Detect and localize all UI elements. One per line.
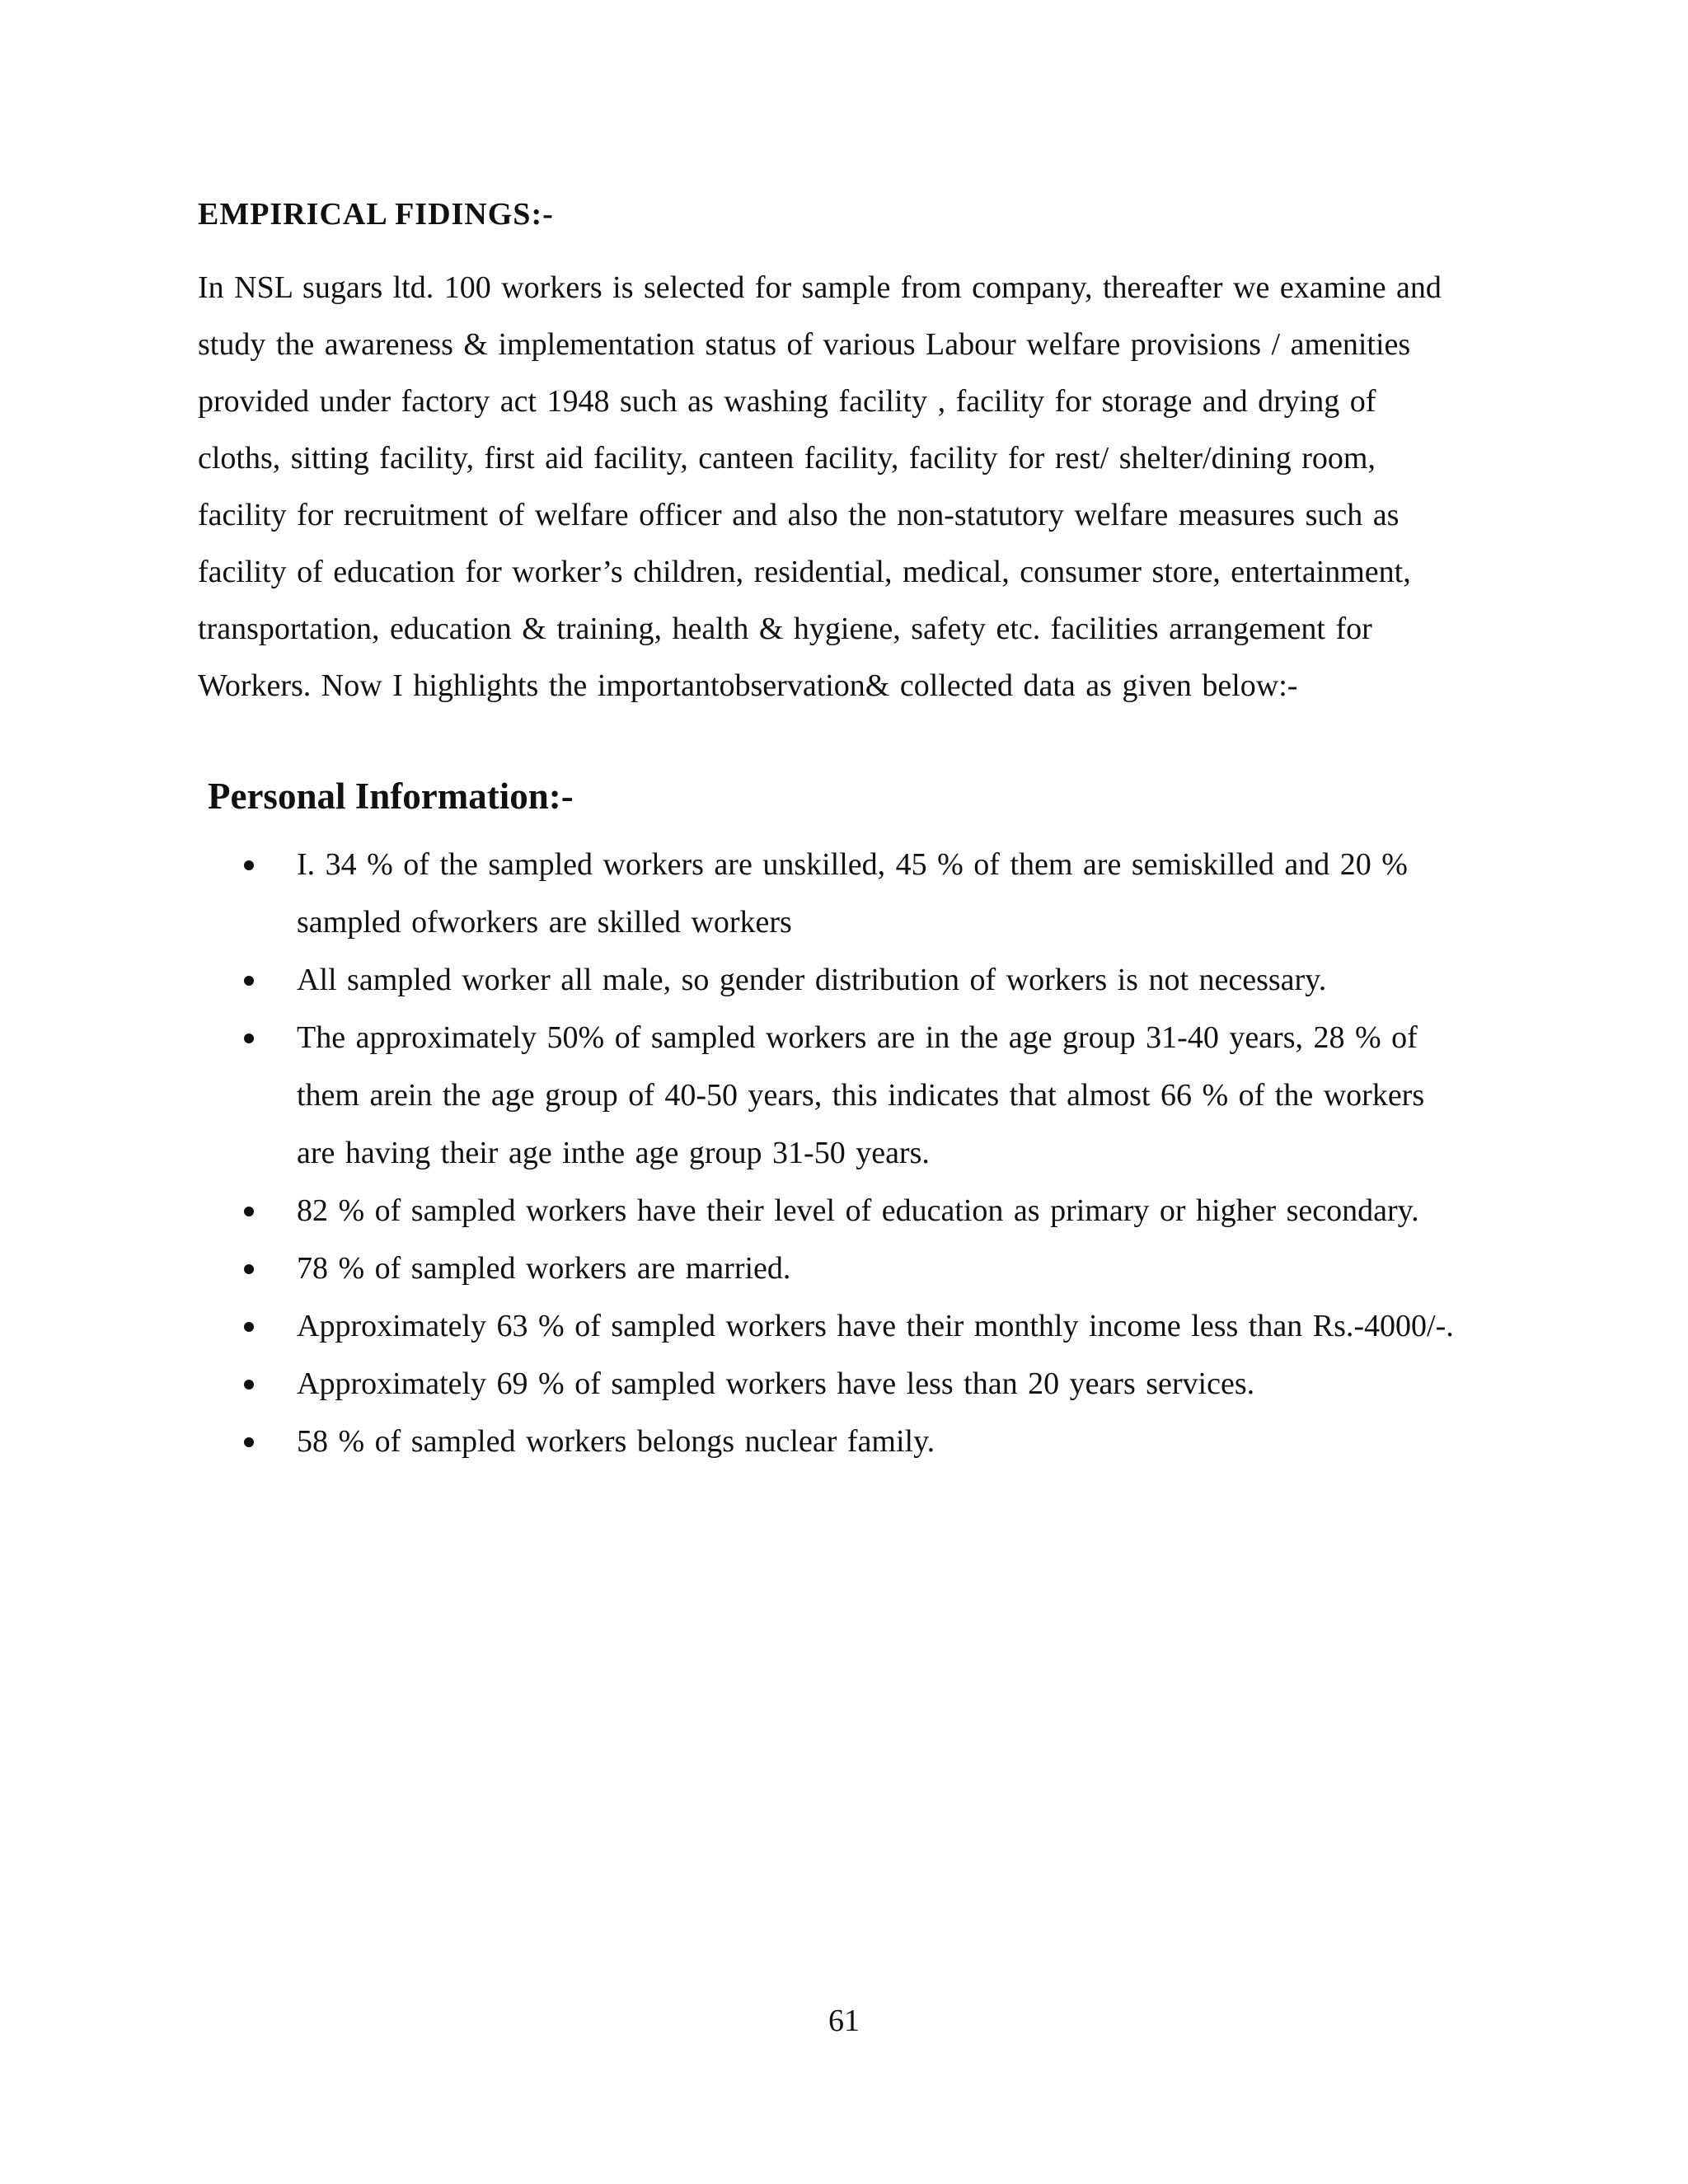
personal-information-list [198,839,1517,1474]
intro-line: facility for recruitment of welfare officer and also the non-statutory welfare measures such as [198,498,1400,532]
list-item [198,1012,1517,1185]
list-item-line: Approximately 63 % of sampled workers have their monthly income less than Rs.-4000/-. [297,1309,1454,1343]
list-item-line: The approximately 50% of sampled workers are in the age group 31-40 years, 28 % of [297,1020,1418,1055]
list-item [198,1185,1517,1243]
list-item-line: I. 34 % of the sampled workers are unskilled, 45 % of them are semiskilled and 20 % [297,847,1408,882]
list-item [198,1301,1517,1358]
list-item-line: sampled ofworkers are skilled workers [297,905,792,940]
intro-paragraph [198,262,1484,717]
page-number: 61 [828,2004,860,2038]
bullet-icon [244,1033,254,1043]
intro-line: study the awareness & implementation status of various Labour welfare provisions / amenities [198,327,1411,362]
bullet-icon [244,976,254,986]
list-item [198,1416,1517,1474]
bullet-icon [244,860,254,870]
list-item-line: 58 % of sampled workers belongs nuclear family. [297,1424,935,1459]
bullet-icon [244,1437,254,1447]
list-item-line: them arein the age group of 40-50 years, this indicates that almost 66 % of the workers [297,1078,1425,1113]
intro-line: facility of education for worker’s children, residential, medical, consumer store, entertainment, [198,555,1411,589]
section-heading-personal-information: Personal Information:- [208,776,574,817]
list-item [198,954,1517,1012]
list-item-line: 82 % of sampled workers have their level of education as primary or higher secondary. [297,1193,1419,1228]
list-item-line: All sampled worker all male, so gender distribution of workers is not necessary. [297,963,1327,997]
intro-line: transportation, education & training, health & hygiene, safety etc. facilities arrangement for [198,612,1372,646]
list-item [198,839,1517,954]
bullet-icon [244,1207,254,1216]
list-item-line: 78 % of sampled workers are married. [297,1251,791,1286]
list-item-line: are having their age inthe age group 31-50 years. [297,1136,930,1170]
section-heading-empirical-findings: EMPIRICAL FIDINGS:- [198,197,554,232]
list-item [198,1243,1517,1301]
list-item-line: Approximately 69 % of sampled workers have less than 20 years services. [297,1366,1255,1401]
bullet-icon [244,1264,254,1274]
intro-line: In NSL sugars ltd. 100 workers is selected for sample from company, thereafter we examine and [198,270,1442,305]
list-item [198,1358,1517,1416]
bullet-icon [244,1322,254,1332]
intro-line: provided under factory act 1948 such as washing facility , facility for storage and drying of [198,384,1376,419]
bullet-icon [244,1380,254,1390]
intro-line: Workers. Now I highlights the importantobservation& collected data as given below:- [198,668,1298,703]
intro-line: cloths, sitting facility, first aid facility, canteen facility, facility for rest/ shelter/dining room, [198,441,1376,476]
